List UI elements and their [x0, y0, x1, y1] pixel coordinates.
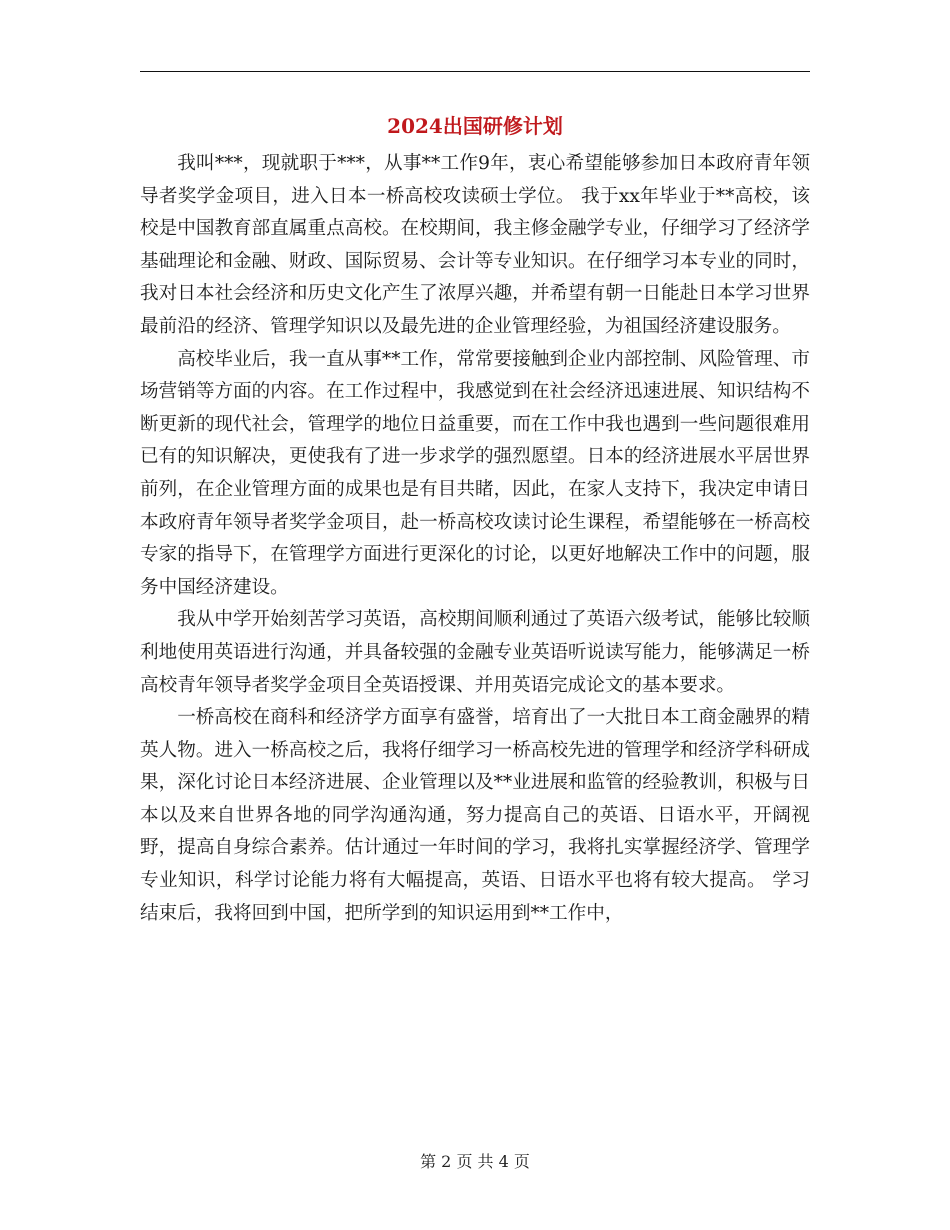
header-rule: [140, 71, 810, 72]
paragraph-1: 我叫***，现就职于***，从事**工作9年，衷心希望能够参加日本政府青年领导者奖学金项目，进入日本一桥高校攻读硕士学位。 我于xx年毕业于**高校，该校是中国教育部直属重点高校。在校期间，我主修金融学专业，仔细学习了经济学基础理论和金融、财政、国际贸易、会计等专业知识。在仔细学习本专业的同时，我对日本社会经济和历史文化产生了浓厚兴趣，并希望有朝一日能赴日本学习世界最前沿的经济、管理学知识以及最先进的企业管理经验，为祖国经济建设服务。: [140, 153, 810, 337]
paragraph-3: 我从中学开始刻苦学习英语，高校期间顺利通过了英语六级考试，能够比较顺利地使用英语进行沟通，并具备较强的金融专业英语听说读写能力，能够满足一桥高校青年领导者奖学金项目全英语授课、并用英语完成论文的基本要求。: [140, 609, 810, 696]
document-body: [140, 148, 810, 930]
document-title: 2024出国研修计划: [387, 114, 563, 138]
page-number-footer: 第 2 页 共 4 页: [420, 1152, 530, 1171]
paragraph-4: 一桥高校在商科和经济学方面享有盛誉，培育出了一大批日本工商金融界的精英人物。进入一桥高校之后，我将仔细学习一桥高校先进的管理学和经济学科研成果，深化讨论日本经济进展、企业管理以及**业进展和监管的经验教训，积极与日本以及来自世界各地的同学沟通沟通，努力提高自己的英语、日语水平，开阔视野，提高自身综合素养。估计通过一年时间的学习，我将扎实掌握经济学、管理学专业知识，科学讨论能力将有大幅提高，英语、日语水平也将有较大提高。 学习结束后，我将回到中国，把所学到的知识运用到**工作中，: [140, 707, 810, 924]
paragraph-2: 高校毕业后，我一直从事**工作，常常要接触到企业内部控制、风险管理、市场营销等方面的内容。在工作过程中，我感觉到在社会经济迅速进展、知识结构不断更新的现代社会，管理学的地位日益重要，而在工作中我也遇到一些问题很难用已有的知识解决，更使我有了进一步求学的强烈愿望。日本的经济进展水平居世界前列，在企业管理方面的成果也是有目共睹，因此，在家人支持下，我决定申请日本政府青年领导者奖学金项目，赴一桥高校攻读讨论生课程，希望能够在一桥高校专家的指导下，在管理学方面进行更深化的讨论，以更好地解决工作中的问题，服务中国经济建设。: [140, 348, 810, 598]
